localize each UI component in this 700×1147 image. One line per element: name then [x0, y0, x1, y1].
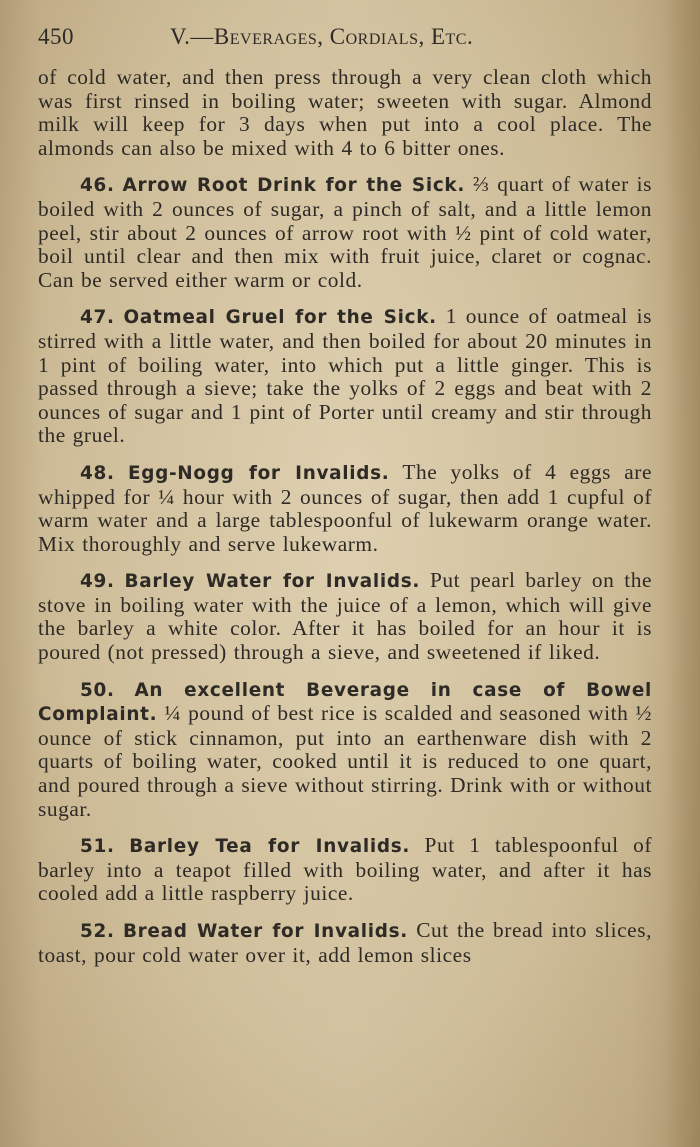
recipe-title: Oatmeal Gruel for the Sick. — [123, 307, 437, 329]
recipe-50 — [38, 678, 652, 822]
recipe-title: An excellent Beverage in case of Bowel Complaint. — [38, 679, 652, 726]
recipe-text: The yolks of 4 eggs are whipped for ¼ hour with 2 ounces of sugar, then add 1 cupful of warm water and a large tablespoonful of lukewarm orange water. Mix thoroughly and serve lukewarm. — [38, 459, 652, 556]
recipe-title: Egg-Nogg for Invalids. — [127, 462, 390, 484]
recipe-text: Put pearl barley on the stove in boiling water with the juice of a lemon, which will give the barley a white color. After it has boiled for an hour it is poured (not pressed) through a sieve, and sweetened if liked. — [38, 568, 652, 665]
page-body — [38, 66, 652, 980]
recipe-text: 1 ounce of oatmeal is stirred with a little water, and then boiled for about 20 minutes in 1 pint of boiling water, into which put a little ginger. This is passed through a sieve; take the yolks of 2 eggs and beat with 2 ounces of sugar and 1 pint of Porter until creamy and stir through the gruel. — [38, 304, 652, 448]
page-number: 450 — [38, 24, 74, 49]
recipe-49 — [38, 569, 652, 664]
page-edge-shadow — [664, 0, 700, 1147]
recipe-number: 46. — [80, 175, 115, 197]
recipe-46 — [38, 173, 652, 292]
recipe-title: Bread Water for Invalids. — [122, 921, 408, 942]
recipe-title: Arrow Root Drink for the Sick. — [122, 175, 466, 197]
recipe-text: ⅔ quart of water is boiled with 2 ounces of sugar, a pinch of salt, and a little lemon peel, stir about 2 ounces of arrow root with ½ pint of cold water, boil until clear and then mix with fruit juice, claret or cognac. Can be served either warm or cold. — [38, 172, 652, 292]
page-header — [38, 24, 660, 54]
recipe-title: Barley Water for Invalids. — [124, 571, 421, 593]
recipe-number: 47. — [80, 307, 115, 329]
recipe-51 — [38, 834, 652, 906]
recipe-52 — [38, 919, 652, 967]
recipe-number: 51. — [80, 836, 115, 858]
recipe-text: ¼ pound of best rice is scalded and seasoned with ½ ounce of stick cinnamon, put into an earthenware dish with 2 quarts of boiling water, cooked until it is reduced to one quart, and poured through a sieve without stirring. Drink with or without sugar. — [38, 701, 652, 821]
recipe-number: 50. — [80, 679, 115, 701]
recipe-48 — [38, 461, 652, 556]
recipe-title: Barley Tea for Invalids. — [129, 836, 411, 858]
recipe-number: 52. — [80, 921, 115, 942]
recipe-text: Cut the bread into slices, toast, pour cold water over it, add lemon slices — [38, 918, 652, 967]
continuation-paragraph: of cold water, and then press through a very clean cloth which was first rinsed in boiling water; sweeten with sugar. Almond milk will keep for 3 days when put into a cool place. The almonds can also be mixed with 4 to 6 bitter ones. — [38, 65, 652, 160]
recipe-47 — [38, 305, 652, 448]
recipe-text: Put 1 tablespoonful of barley into a teapot filled with boiling water, and after it has cooled add a little raspberry juice. — [38, 833, 652, 906]
recipe-number: 48. — [80, 462, 115, 484]
recipe-number: 49. — [80, 571, 115, 593]
running-head: V.—Beverages, Cordials, Etc. — [170, 24, 474, 49]
